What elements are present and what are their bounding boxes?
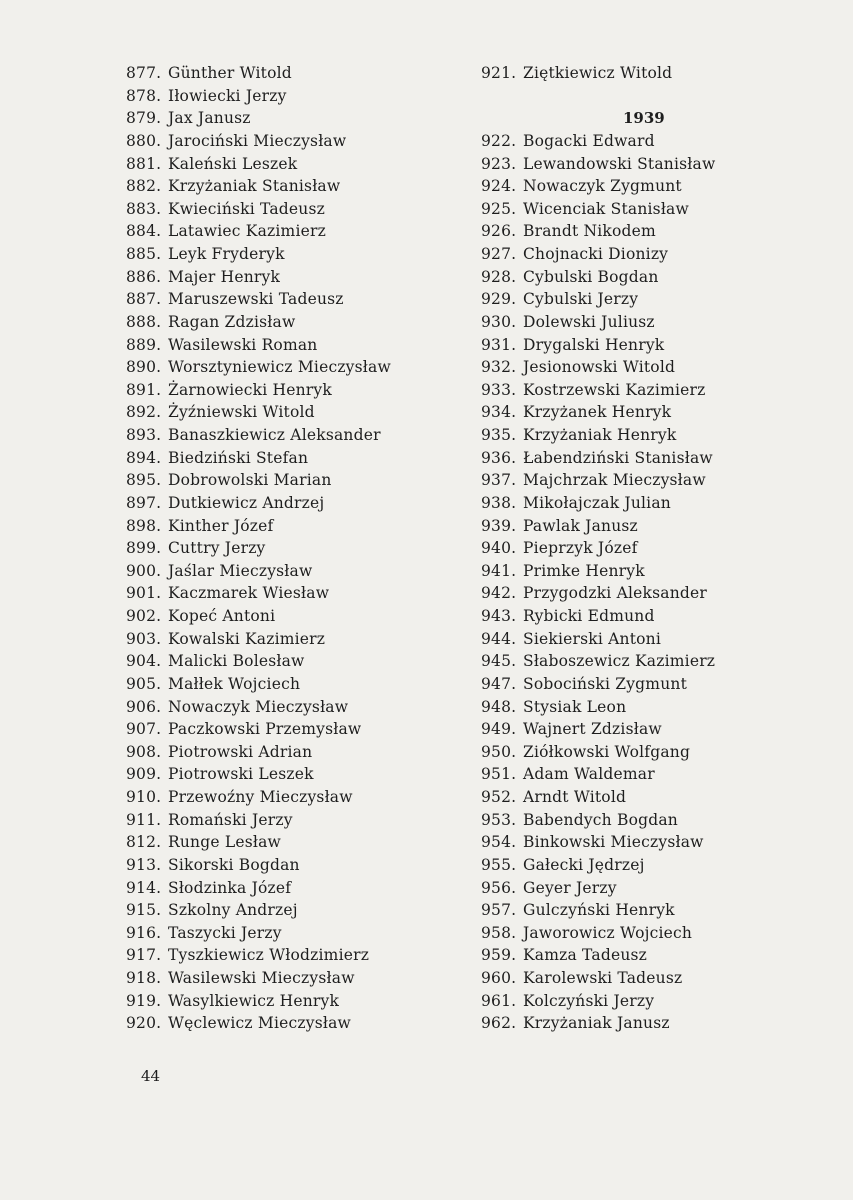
entry-name: Arndt Witold — [523, 788, 627, 806]
entry-name: Bogacki Edward — [523, 131, 655, 150]
entry-number: 924. — [481, 177, 517, 196]
entry-number: 932. — [481, 358, 517, 377]
entry-name: Krzyżaniak Janusz — [523, 1014, 670, 1033]
list-entry — [126, 537, 391, 560]
entry-name: Kaczmarek Wiesław — [168, 584, 330, 603]
list-entry — [126, 266, 391, 289]
entry-number: 887. — [126, 290, 162, 309]
entry-name: Kolczyński Jerzy — [523, 991, 655, 1010]
entry-number: 958. — [481, 923, 517, 942]
entry-name: Malicki Bolesław — [168, 652, 305, 671]
entry-name: Jax Janusz — [168, 109, 251, 128]
list-entry — [481, 763, 715, 786]
entry-number: 891. — [126, 380, 162, 399]
entry-number: 954. — [481, 833, 517, 852]
list-entry — [481, 515, 715, 538]
entry-name: Małłek Wojciech — [168, 674, 301, 693]
list-entry — [481, 741, 715, 764]
entry-number: 953. — [481, 810, 517, 829]
entry-name: Leyk Fryderyk — [168, 245, 285, 263]
entry-name: Kwieciński Tadeusz — [168, 199, 326, 218]
list-entry — [126, 718, 391, 741]
entry-number: 949. — [481, 720, 517, 739]
entry-name: Żarnowiecki Henryk — [168, 380, 332, 399]
entry-name: Worsztyniewicz Mieczysław — [168, 358, 391, 377]
entry-number: 910. — [126, 788, 162, 806]
list-entry — [481, 492, 715, 515]
list-entry — [481, 220, 715, 243]
entry-number: 905. — [126, 674, 162, 693]
list-entry — [481, 356, 715, 379]
entry-number: 950. — [481, 742, 517, 761]
entry-number: 892. — [126, 403, 162, 422]
list-entry — [481, 650, 715, 673]
list-entry — [481, 560, 715, 583]
list-entry — [481, 424, 715, 447]
entry-number: 908. — [126, 742, 162, 761]
entry-name: Cuttry Jerzy — [168, 539, 266, 558]
entry-number: 911. — [126, 810, 162, 829]
right-entries — [481, 130, 715, 1035]
list-entry — [481, 944, 715, 967]
list-entry — [481, 62, 715, 85]
list-entry — [126, 401, 391, 424]
list-entry — [126, 175, 391, 198]
list-entry — [481, 379, 715, 402]
entry-number: 883. — [126, 199, 162, 218]
entry-name: Nowaczyk Mieczysław — [168, 697, 349, 716]
entry-name: Węclewicz Mieczysław — [168, 1014, 352, 1033]
entry-name: Gałecki Jędrzej — [523, 855, 645, 874]
entry-name: Krzyżaniak Stanisław — [168, 177, 341, 196]
list-entry — [481, 718, 715, 741]
entry-number: 961. — [481, 991, 517, 1010]
list-entry — [126, 605, 391, 628]
entry-number: 937. — [481, 471, 517, 490]
entry-name: Kamza Tadeusz — [523, 946, 648, 965]
entry-number: 933. — [481, 380, 517, 399]
entry-number: 923. — [481, 154, 517, 173]
entry-name: Kinther Józef — [168, 516, 274, 535]
entry-name: Nowaczyk Zygmunt — [523, 177, 682, 196]
list-entry — [126, 628, 391, 651]
list-entry — [126, 560, 391, 583]
entry-number: 915. — [126, 901, 162, 920]
entry-name: Przygodzki Aleksander — [523, 584, 707, 603]
list-entry — [126, 831, 391, 854]
entry-name: Ziółkowski Wolfgang — [523, 742, 691, 761]
list-entry — [481, 198, 715, 221]
entry-number: 893. — [126, 426, 162, 444]
entry-number: 929. — [481, 290, 517, 309]
entry-number: 916. — [126, 923, 162, 942]
entry-name: Sobociński Zygmunt — [523, 674, 687, 693]
entry-number: 962. — [481, 1014, 517, 1033]
list-entry — [481, 266, 715, 289]
list-entry — [126, 809, 391, 832]
entry-name: Paczkowski Przemysław — [168, 720, 362, 739]
entry-name: Wicenciak Stanisław — [523, 199, 689, 218]
entry-number: 901. — [126, 584, 162, 603]
entry-name: Stysiak Leon — [523, 697, 627, 716]
entry-name: Günther Witold — [168, 64, 292, 82]
list-entry — [126, 786, 391, 809]
entry-number: 812. — [126, 833, 162, 852]
entry-number: 940. — [481, 539, 517, 558]
list-entry — [481, 990, 715, 1013]
entry-name: Krzyżaniak Henryk — [523, 426, 677, 444]
entry-number: 944. — [481, 629, 517, 648]
list-entry — [481, 922, 715, 945]
entry-number: 925. — [481, 199, 517, 218]
entry-name: Drygalski Henryk — [523, 335, 665, 354]
entry-name: Kostrzewski Kazimierz — [523, 380, 706, 399]
entry-name: Cybulski Bogdan — [523, 267, 659, 286]
entry-name: Jarociński Mieczysław — [168, 131, 347, 150]
entry-name: Krzyżanek Henryk — [523, 403, 672, 422]
entry-name: Piotrowski Adrian — [168, 742, 313, 761]
entry-name: Brandt Nikodem — [523, 222, 656, 241]
list-entry — [481, 899, 715, 922]
entry-name: Kaleński Leszek — [168, 154, 298, 173]
list-entry — [481, 696, 715, 719]
entry-name: Jaślar Mieczysław — [168, 561, 313, 580]
year-heading: 1939 — [623, 109, 665, 128]
list-entry — [126, 967, 391, 990]
list-entry — [481, 243, 715, 266]
entry-name: Dobrowolski Marian — [168, 471, 332, 490]
entry-name: Ziętkiewicz Witold — [523, 64, 673, 82]
list-entry — [126, 334, 391, 357]
entry-name: Mikołajczak Julian — [523, 493, 671, 512]
entry-name: Cybulski Jerzy — [523, 290, 639, 309]
entry-number: 930. — [481, 312, 517, 331]
list-entry — [481, 582, 715, 605]
list-entry — [481, 628, 715, 651]
entry-number: 921. — [481, 64, 517, 82]
entry-name: Adam Waldemar — [523, 765, 655, 784]
entry-name: Wasylkiewicz Henryk — [168, 991, 340, 1010]
list-entry — [481, 877, 715, 900]
list-entry — [126, 153, 391, 176]
entry-number: 956. — [481, 878, 517, 897]
list-entry — [481, 537, 715, 560]
entry-name: Szkolny Andrzej — [168, 901, 298, 920]
entry-name: Karolewski Tadeusz — [523, 969, 683, 987]
entry-number: 955. — [481, 855, 517, 874]
list-entry — [481, 469, 715, 492]
entry-number: 879. — [126, 109, 162, 128]
spacer — [481, 85, 715, 108]
entry-number: 951. — [481, 765, 517, 784]
entry-name: Geyer Jerzy — [523, 878, 617, 897]
list-entry — [481, 1012, 715, 1035]
entry-number: 913. — [126, 855, 162, 874]
entry-number: 899. — [126, 539, 162, 558]
entry-number: 952. — [481, 788, 517, 806]
entry-name: Siekierski Antoni — [523, 629, 661, 648]
entry-number: 877. — [126, 64, 162, 82]
entry-name: Wasilewski Mieczysław — [168, 969, 355, 987]
entry-name: Wasilewski Roman — [168, 335, 318, 354]
entry-number: 885. — [126, 245, 162, 263]
entry-number: 881. — [126, 154, 162, 173]
entry-name: Żyźniewski Witold — [168, 403, 315, 422]
entry-name: Chojnacki Dionizy — [523, 245, 669, 263]
entry-name: Pieprzyk Józef — [523, 539, 638, 558]
right-column — [481, 62, 715, 1035]
page-number: 44 — [141, 1067, 161, 1085]
entry-name: Rybicki Edmund — [523, 607, 655, 625]
list-entry — [126, 469, 391, 492]
entry-number: 938. — [481, 493, 517, 512]
list-entry — [481, 605, 715, 628]
entry-number: 920. — [126, 1014, 162, 1033]
entry-name: Majer Henryk — [168, 267, 281, 286]
entry-number: 922. — [481, 131, 517, 150]
entry-number: 903. — [126, 629, 162, 648]
list-entry — [481, 809, 715, 832]
entry-name: Binkowski Mieczysław — [523, 833, 704, 852]
list-entry — [126, 130, 391, 153]
entry-number: 942. — [481, 584, 517, 603]
entry-number: 914. — [126, 878, 162, 897]
list-entry — [481, 673, 715, 696]
entry-number: 906. — [126, 697, 162, 716]
entry-number: 941. — [481, 561, 517, 580]
entry-name: Lewandowski Stanisław — [523, 154, 716, 173]
entry-name: Ragan Zdzisław — [168, 312, 296, 331]
entry-name: Przewoźny Mieczysław — [168, 788, 353, 806]
list-entry — [126, 243, 391, 266]
entry-name: Iłowiecki Jerzy — [168, 86, 287, 105]
entry-number: 935. — [481, 426, 517, 444]
entry-number: 919. — [126, 991, 162, 1010]
entry-number: 880. — [126, 131, 162, 150]
entry-number: 902. — [126, 607, 162, 625]
entry-name: Biedziński Stefan — [168, 448, 309, 467]
entry-name: Maruszewski Tadeusz — [168, 290, 344, 309]
list-entry — [481, 175, 715, 198]
list-entry — [126, 582, 391, 605]
entry-number: 960. — [481, 969, 517, 987]
entry-name: Dutkiewicz Andrzej — [168, 493, 325, 512]
list-entry — [126, 492, 391, 515]
list-entry — [126, 673, 391, 696]
entry-name: Gulczyński Henryk — [523, 901, 675, 920]
entry-name: Słaboszewicz Kazimierz — [523, 652, 716, 671]
entry-name: Romański Jerzy — [168, 810, 293, 829]
entry-number: 957. — [481, 901, 517, 920]
entry-number: 931. — [481, 335, 517, 354]
entry-number: 943. — [481, 607, 517, 625]
list-entry — [481, 831, 715, 854]
list-entry — [126, 198, 391, 221]
entry-number: 936. — [481, 448, 517, 467]
list-entry — [126, 311, 391, 334]
entry-number: 948. — [481, 697, 517, 716]
list-entry — [481, 967, 715, 990]
entry-number: 947. — [481, 674, 517, 693]
list-entry — [126, 922, 391, 945]
list-entry — [481, 334, 715, 357]
entry-name: Tyszkiewicz Włodzimierz — [168, 946, 370, 965]
entry-name: Wajnert Zdzisław — [523, 720, 662, 739]
entry-name: Kopeć Antoni — [168, 607, 276, 625]
entry-name: Jesionowski Witold — [523, 358, 676, 377]
entry-name: Primke Henryk — [523, 561, 645, 580]
list-entry — [481, 401, 715, 424]
list-entry — [481, 153, 715, 176]
entry-number: 928. — [481, 267, 517, 286]
entry-number: 898. — [126, 516, 162, 535]
entry-number: 939. — [481, 516, 517, 535]
list-entry — [126, 220, 391, 243]
entry-number: 927. — [481, 245, 517, 263]
list-entry — [126, 424, 391, 447]
list-entry — [126, 944, 391, 967]
entry-number: 934. — [481, 403, 517, 422]
list-entry — [481, 854, 715, 877]
list-entry — [126, 85, 391, 108]
entry-number: 886. — [126, 267, 162, 286]
entry-name: Babendych Bogdan — [523, 810, 678, 829]
list-entry — [126, 356, 391, 379]
entry-name: Piotrowski Leszek — [168, 765, 314, 784]
entry-number: 926. — [481, 222, 517, 241]
entry-number: 882. — [126, 177, 162, 196]
list-entry — [126, 107, 391, 130]
entry-name: Taszycki Jerzy — [168, 923, 282, 942]
entry-number: 917. — [126, 946, 162, 965]
list-entry — [481, 786, 715, 809]
list-entry — [481, 311, 715, 334]
left-column — [126, 62, 391, 1035]
list-entry — [126, 741, 391, 764]
entry-number: 900. — [126, 561, 162, 580]
entry-name: Latawiec Kazimierz — [168, 222, 326, 241]
list-entry — [126, 650, 391, 673]
entry-name: Łabendziński Stanisław — [523, 448, 713, 467]
entry-name: Jaworowicz Wojciech — [523, 923, 693, 942]
entry-number: 909. — [126, 765, 162, 784]
list-entry — [126, 62, 391, 85]
entry-name: Banaszkiewicz Aleksander — [168, 426, 381, 444]
entry-number: 890. — [126, 358, 162, 377]
list-entry — [126, 877, 391, 900]
entry-name: Sikorski Bogdan — [168, 855, 300, 874]
entry-number: 945. — [481, 652, 517, 671]
list-entry — [126, 990, 391, 1013]
list-entry — [126, 447, 391, 470]
list-entry — [126, 379, 391, 402]
entry-number: 918. — [126, 969, 162, 987]
entry-number: 894. — [126, 448, 162, 467]
list-entry — [126, 696, 391, 719]
entry-number: 884. — [126, 222, 162, 241]
entry-name: Pawlak Janusz — [523, 516, 638, 535]
list-entry — [126, 899, 391, 922]
list-entry — [126, 515, 391, 538]
list-entry — [481, 447, 715, 470]
entry-number: 904. — [126, 652, 162, 671]
entry-name: Kowalski Kazimierz — [168, 629, 326, 648]
entry-number: 889. — [126, 335, 162, 354]
list-entry — [126, 763, 391, 786]
entry-name: Runge Lesław — [168, 833, 282, 852]
list-entry — [126, 854, 391, 877]
entry-name: Dolewski Juliusz — [523, 312, 655, 331]
entry-number: 878. — [126, 86, 162, 105]
entry-number: 897. — [126, 493, 162, 512]
list-entry — [126, 288, 391, 311]
list-entry — [481, 288, 715, 311]
entry-number: 888. — [126, 312, 162, 331]
entry-number: 895. — [126, 471, 162, 490]
entry-name: Majchrzak Mieczysław — [523, 471, 706, 490]
entry-number: 907. — [126, 720, 162, 739]
list-entry — [126, 1012, 391, 1035]
entry-number: 959. — [481, 946, 517, 965]
entry-name: Słodzinka Józef — [168, 878, 292, 897]
list-entry — [481, 130, 715, 153]
